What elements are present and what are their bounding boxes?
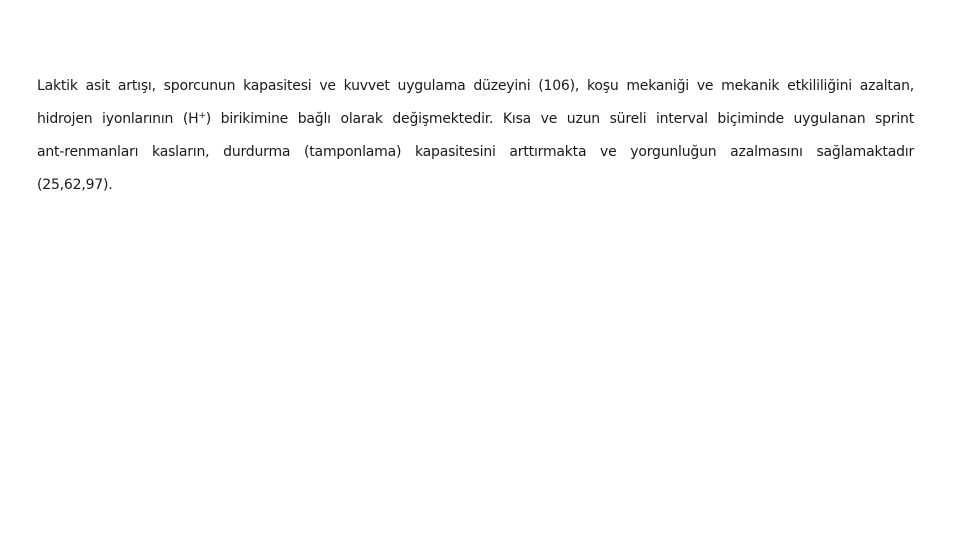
paragraph-line-1: Laktik asit artışı, sporcunun kapasitesi ve kuvvet uygulama düzeyini (106), koşu mekaniği ve mekanik etkililiğini azaltan, <box>37 78 914 94</box>
paragraph-line-4: (25,62,97). <box>37 177 113 193</box>
paragraph-line-2-end: ) birikimine bağlı olarak değişmektedir. Kısa ve uzun süreli interval biçiminde uygulanan sprint <box>205 111 914 127</box>
body-paragraph <box>37 70 914 202</box>
paragraph-line-2 <box>37 103 914 136</box>
paragraph-line-3: ant-renmanları kasların, durdurma (tamponlama) kapasitesini arttırmakta ve yorgunluğun azalmasını sağlamaktadır <box>37 144 914 160</box>
hydrogen-ion-charge: + <box>198 111 206 121</box>
paragraph-line-2-start: hidrojen iyonlarının (H <box>37 111 199 127</box>
